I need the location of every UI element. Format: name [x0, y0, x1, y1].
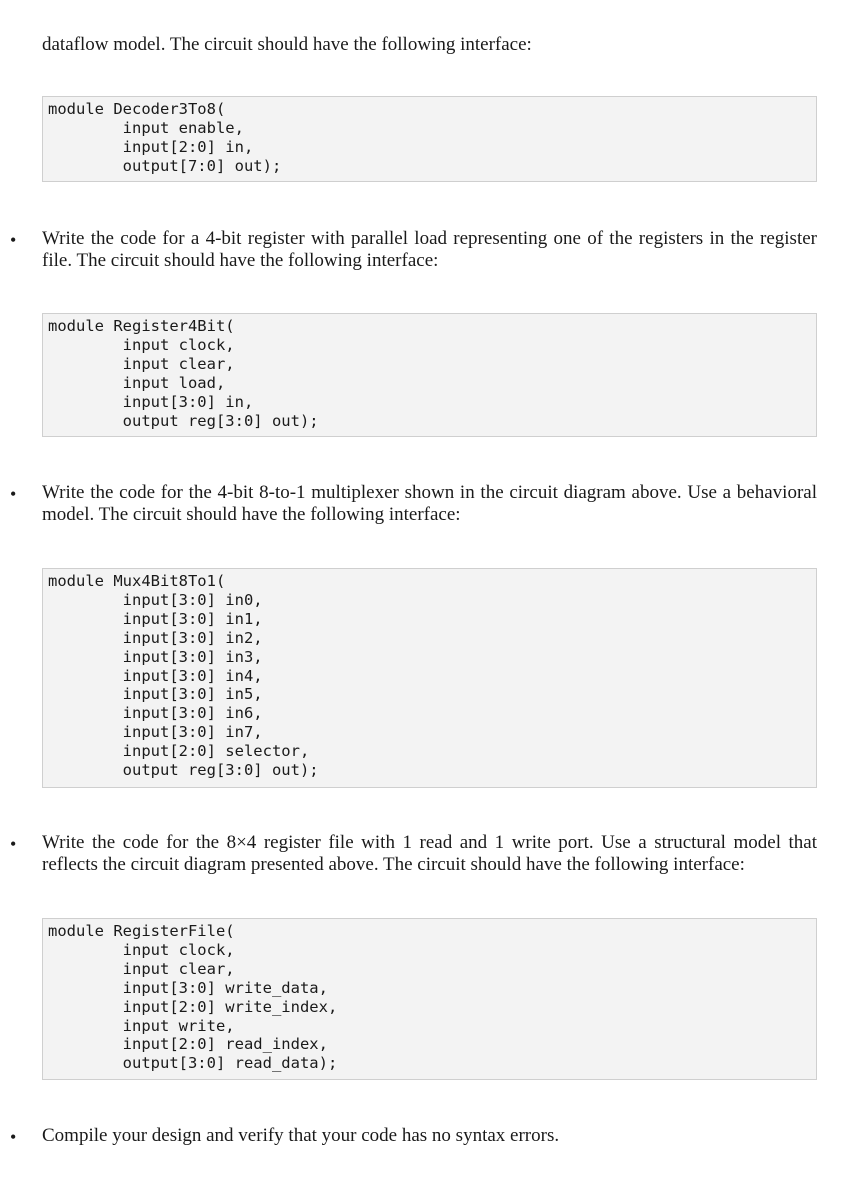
register-file-code-block: module RegisterFile( input clock, input clear, input[3:0] write_data, input[2:0] write_index, input write, input[2:0] read_index, output[3:0] read_data);: [42, 918, 817, 1080]
bullet-marker: •: [10, 834, 17, 854]
bullet-marker: •: [10, 230, 17, 250]
compile-paragraph: Compile your design and verify that your code has no syntax errors.: [42, 1125, 560, 1146]
register-file-paragraph: Write the code for the 8×4 register file with 1 read and 1 write port. Use a structural model that reflects the circuit diagram presented above. The circuit should have the following interface:: [42, 832, 817, 875]
intro-paragraph: dataflow model. The circuit should have the following interface:: [42, 34, 532, 55]
bullet-marker: •: [10, 1127, 17, 1147]
mux-code-block: module Mux4Bit8To1( input[3:0] in0, input[3:0] in1, input[3:0] in2, input[3:0] in3, input[3:0] in4, input[3:0] in5, input[3:0] in6, input[3:0] in7, input[2:0] selector, output reg[3:0] out);: [42, 568, 817, 788]
mux-paragraph: Write the code for the 4-bit 8-to-1 multiplexer shown in the circuit diagram above. Use a behavioral model. The circuit should have the following interface:: [42, 482, 817, 525]
register-paragraph: Write the code for a 4-bit register with parallel load representing one of the registers in the register file. The circuit should have the following interface:: [42, 228, 817, 271]
register-code-block: module Register4Bit( input clock, input clear, input load, input[3:0] in, output reg[3:0] out);: [42, 313, 817, 437]
bullet-marker: •: [10, 484, 17, 504]
decoder-code-block: module Decoder3To8( input enable, input[2:0] in, output[7:0] out);: [42, 96, 817, 182]
